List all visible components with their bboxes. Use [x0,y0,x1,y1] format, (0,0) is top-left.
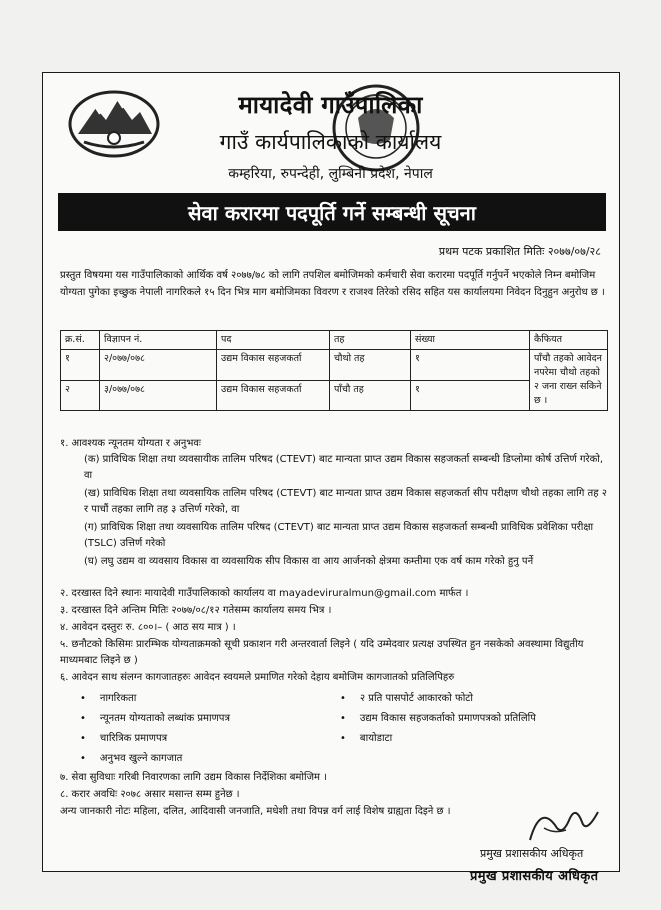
office-subtitle: गाउँ कार्यपालिकाको कार्यालय [219,130,442,154]
point-documents: ६. आवेदन साथ संलग्न कागजातहरुः आवेदन स्वयमले प्रमाणित गरेको देहाय बमोजिम कागजातको प्रतिलिपिहरु [60,672,455,683]
point-application-place-text: २. दरखास्त दिने स्थानः मायादेवी गाउँपालिकाको कार्यालय वा [60,588,276,599]
table-cell: २ [61,380,100,411]
signatory-stamp: प्रमुख प्रशासकीय अधिकृत [470,869,599,884]
point-benefits: ७. सेवा सुविधाः गरिबी निवारणका लागि उद्यम विकास निर्देशिका बमोजिम । [60,772,327,783]
table-cell: ३/०७७/०७८ [100,380,217,411]
special-note: अन्य जानकारी नोटः महिला, दलित, आदिवासी जनजाति, मधेशी तथा विपन्न वर्ग लाई विशेष ग्राह्यता दिइने छ । [60,806,451,817]
office-address: कम्हरिया, रुपन्देही, लुम्बिनी प्रदेश, नेपाल [228,166,433,182]
point-deadline: ३. दरखास्त दिने अन्तिम मितिः २०७७/०८/१२ गतेसम्म कार्यालय समय भित्र । [60,605,332,616]
table-cell: पाँचौ तह [330,380,411,411]
column-header: पद [217,331,330,350]
document-item: • उद्यम विकास सहजकर्ताको प्रमाणपत्रको प्रतिलिपि [340,710,536,724]
qualification-item: (ग) प्राविधिक शिक्षा तथा व्यवसायिक तालिम परिषद (CTEVT) बाट मान्यता प्राप्त उद्यम विकास सहजकर्ता सम्बन्धी प्राविधिक प्रवेशिका परीक्षा (TSLC) उत्तिर्ण गरेको [84,522,594,549]
document-item: • २ प्रति पासपोर्ट आकारको फोटो [340,690,473,704]
table-cell: १ [411,380,530,411]
table-cell: १ [61,350,100,381]
table-row [61,380,608,411]
column-header: संख्या [411,331,530,350]
table-header-row [61,331,608,350]
table-cell-remarks: पाँचौ तहको आवेदन नपरेमा चौथो तहको २ जना राख्न सकिने छ । [530,350,608,411]
office-title: मायादेवी गाउँपालिका [238,91,423,119]
column-header: क्र.सं. [61,331,100,350]
column-header: तह [330,331,411,350]
notice-banner: सेवा करारमा पदपूर्ति गर्ने सम्बन्धी सूचना [58,193,606,231]
signature-icon [520,800,610,850]
qualification-item: (घ) लघु उद्यम वा व्यवसाय विकास वा व्यवसायिक सीप विकास वा आय आर्जनको क्षेत्रमा कम्तीमा एक वर्ष काम गरेको हुनु पर्ने [84,556,534,567]
point-application-place [60,586,468,602]
table-cell: उद्यम विकास सहजकर्ता [217,380,330,411]
publish-date: प्रथम पटक प्रकाशित मितिः २०७७/०७/२८ [438,245,601,258]
table-cell: २/०७७/०७८ [100,350,217,381]
table-cell: १ [411,350,530,381]
table-cell: उद्यम विकास सहजकर्ता [217,350,330,381]
document-item: • बायोडाटा [340,730,392,744]
vacancy-table [60,330,608,411]
table-row [61,350,608,381]
contact-email: mayadeviruralmun@gmail.com [278,588,437,599]
point-application-place-suffix: मार्फत । [439,588,469,599]
document-item: • अनुभव खुल्ने कागजात [80,750,182,764]
document-item: • नागरिकता [80,690,136,704]
signatory-title: प्रमुख प्रशासकीय अधिकृत [480,847,584,860]
intro-paragraph: प्रस्तुत विषयमा यस गाउँपालिकाको आर्थिक वर्ष २०७७/७८ को लागि तपशिल बमोजिमको कर्मचारी सेवा करारमा पदपूर्ति गर्नुपर्ने भएकोले निम्न बमोजिम योग्यता पुगेका इच्छुक नेपाली नागरिकले १५ दिन भित्र माग बमोजिमका विवरण र राजश्व तिरेको रसिद सहित यस कार्यालयमा निवेदन दिनुहुन अनुरोध छ । [60,270,605,298]
qualification-item: (क) प्राविधिक शिक्षा तथा व्यवसायीक तालिम परिषद (CTEVT) बाट मान्यता प्राप्त उद्यम विकास सहजकर्ता सम्बन्धी डिप्लोमा कोर्ष उत्तिर्ण गरेको, वा [84,454,604,481]
point-selection: ५. छनौटको किसिमः प्रारम्भिक योग्यताक्रमको सूची प्रकाशन गरी अन्तरवार्ता लिइने ( यदि उम्मेदवार प्रत्यक्ष उपस्थित हुन नसकेको अवस्थामा विद्युतीय माध्यमबाट लिइने छ ) [60,639,584,666]
column-header: कैफियत [530,331,608,350]
document-item: • न्यूनतम योग्यताको लब्धांक प्रमाणपत्र [80,710,230,724]
qualification-heading: १. आवश्यक न्यूनतम योग्यता र अनुभवः [60,438,201,449]
table-cell: चौथो तह [330,350,411,381]
qualification-item: (ख) प्राविधिक शिक्षा तथा व्यवसायिक तालिम परिषद (CTEVT) बाट मान्यता प्राप्त उद्यम विकास सहजकर्ता सीप परीक्षण चौथो तहका लागि तह २ र पाचौं तहका लागि तह ३ उत्तिर्ण गरेको, वा [84,488,607,515]
point-fee: ४. आवेदन दस्तुरः रु. ८००।– ( आठ सय मात्र ) । [60,622,236,633]
column-header: विज्ञापन नं. [100,331,217,350]
point-contract-period: ८. करार अवधिः २०७८ असार मसान्त सम्म हुनेछ । [60,789,240,800]
document-item: • चारित्रिक प्रमाणपत्र [80,730,167,744]
